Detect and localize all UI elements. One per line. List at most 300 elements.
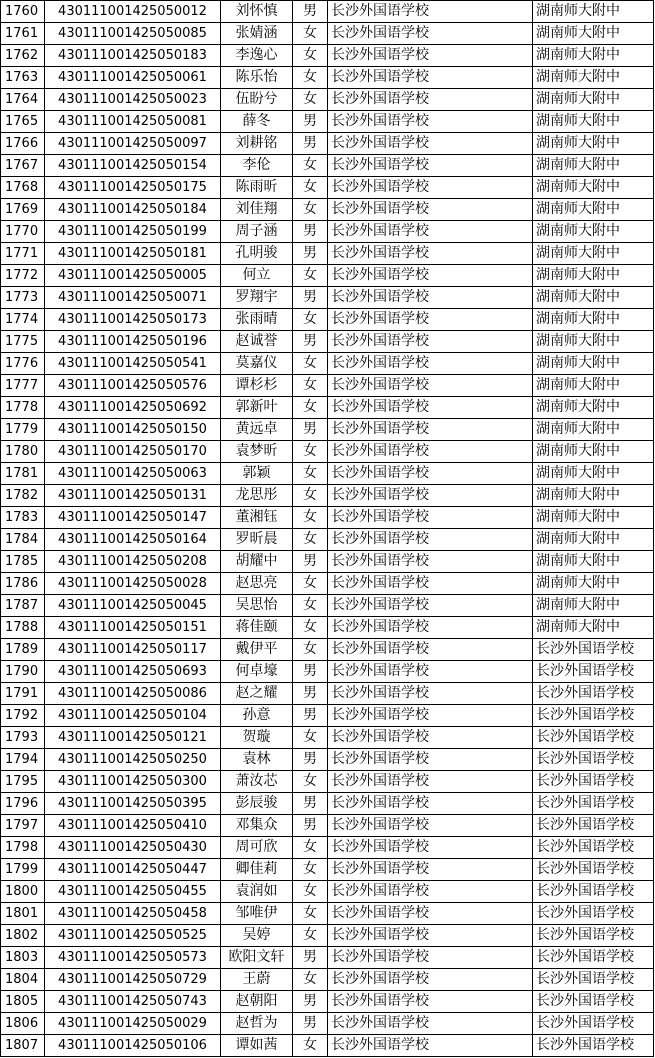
table-row [1,837,654,859]
table-row [1,375,654,397]
student-name-cell: 周可欣 [221,837,293,859]
graduating-school-cell: 长沙外国语学校 [328,815,533,837]
serial-number-cell: 1780 [1,441,45,463]
exam-id-cell: 430111001425050164 [45,529,221,551]
graduating-school-cell: 长沙外国语学校 [328,749,533,771]
admitted-school-cell: 湖南师大附中 [533,221,654,243]
gender-cell: 女 [293,529,328,551]
gender-cell: 女 [293,881,328,903]
table-row [1,705,654,727]
serial-number-cell: 1760 [1,1,45,23]
serial-number-cell: 1806 [1,1013,45,1035]
admitted-school-cell: 长沙外国语学校 [533,859,654,881]
admitted-school-cell: 湖南师大附中 [533,397,654,419]
student-name-cell: 卿佳莉 [221,859,293,881]
exam-id-cell: 430111001425050199 [45,221,221,243]
serial-number-cell: 1774 [1,309,45,331]
exam-id-cell: 430111001425050541 [45,353,221,375]
table-row [1,1013,654,1035]
exam-id-cell: 430111001425050063 [45,463,221,485]
admitted-school-cell: 湖南师大附中 [533,243,654,265]
exam-id-cell: 430111001425050029 [45,1013,221,1035]
gender-cell: 女 [293,89,328,111]
exam-id-cell: 430111001425050208 [45,551,221,573]
admitted-school-cell: 湖南师大附中 [533,463,654,485]
student-name-cell: 袁润如 [221,881,293,903]
admitted-school-cell: 长沙外国语学校 [533,771,654,793]
exam-id-cell: 430111001425050150 [45,419,221,441]
serial-number-cell: 1782 [1,485,45,507]
table-row [1,507,654,529]
exam-id-cell: 430111001425050005 [45,265,221,287]
exam-id-cell: 430111001425050573 [45,947,221,969]
graduating-school-cell: 长沙外国语学校 [328,1,533,23]
serial-number-cell: 1804 [1,969,45,991]
table-row [1,573,654,595]
admitted-school-cell: 长沙外国语学校 [533,749,654,771]
student-name-cell: 王蔚 [221,969,293,991]
gender-cell: 男 [293,749,328,771]
table-row [1,441,654,463]
serial-number-cell: 1794 [1,749,45,771]
gender-cell: 男 [293,947,328,969]
table-row [1,485,654,507]
table-row [1,617,654,639]
serial-number-cell: 1770 [1,221,45,243]
student-name-cell: 黄远卓 [221,419,293,441]
graduating-school-cell: 长沙外国语学校 [328,793,533,815]
graduating-school-cell: 长沙外国语学校 [328,507,533,529]
table-row [1,89,654,111]
admitted-school-cell: 湖南师大附中 [533,177,654,199]
exam-id-cell: 430111001425050395 [45,793,221,815]
graduating-school-cell: 长沙外国语学校 [328,881,533,903]
table-row [1,551,654,573]
exam-id-cell: 430111001425050525 [45,925,221,947]
admitted-school-cell: 长沙外国语学校 [533,903,654,925]
exam-id-cell: 430111001425050410 [45,815,221,837]
student-name-cell: 陈乐怡 [221,67,293,89]
serial-number-cell: 1785 [1,551,45,573]
admitted-school-cell: 湖南师大附中 [533,111,654,133]
gender-cell: 女 [293,925,328,947]
graduating-school-cell: 长沙外国语学校 [328,111,533,133]
table-row [1,881,654,903]
table-row [1,771,654,793]
admitted-school-cell: 长沙外国语学校 [533,991,654,1013]
exam-id-cell: 430111001425050693 [45,661,221,683]
admitted-school-cell: 长沙外国语学校 [533,1013,654,1035]
table-row [1,683,654,705]
gender-cell: 女 [293,903,328,925]
serial-number-cell: 1778 [1,397,45,419]
graduating-school-cell: 长沙外国语学校 [328,595,533,617]
serial-number-cell: 1807 [1,1035,45,1057]
serial-number-cell: 1775 [1,331,45,353]
graduating-school-cell: 长沙外国语学校 [328,661,533,683]
admitted-school-cell: 长沙外国语学校 [533,661,654,683]
gender-cell: 男 [293,133,328,155]
graduating-school-cell: 长沙外国语学校 [328,705,533,727]
admitted-school-cell: 湖南师大附中 [533,485,654,507]
serial-number-cell: 1792 [1,705,45,727]
graduating-school-cell: 长沙外国语学校 [328,529,533,551]
table-row [1,243,654,265]
gender-cell: 男 [293,111,328,133]
graduating-school-cell: 长沙外国语学校 [328,309,533,331]
exam-id-cell: 430111001425050012 [45,1,221,23]
graduating-school-cell: 长沙外国语学校 [328,727,533,749]
serial-number-cell: 1779 [1,419,45,441]
exam-id-cell: 430111001425050170 [45,441,221,463]
exam-id-cell: 430111001425050151 [45,617,221,639]
exam-id-cell: 430111001425050183 [45,45,221,67]
admitted-school-cell: 湖南师大附中 [533,331,654,353]
serial-number-cell: 1800 [1,881,45,903]
student-name-cell: 周子涵 [221,221,293,243]
table-row [1,639,654,661]
student-name-cell: 赵朝阳 [221,991,293,1013]
table-row [1,859,654,881]
serial-number-cell: 1799 [1,859,45,881]
admitted-school-cell: 湖南师大附中 [533,89,654,111]
serial-number-cell: 1772 [1,265,45,287]
admitted-school-cell: 湖南师大附中 [533,23,654,45]
graduating-school-cell: 长沙外国语学校 [328,617,533,639]
admitted-school-cell: 湖南师大附中 [533,265,654,287]
gender-cell: 女 [293,617,328,639]
table-row [1,331,654,353]
table-row [1,199,654,221]
graduating-school-cell: 长沙外国语学校 [328,331,533,353]
gender-cell: 女 [293,573,328,595]
student-name-cell: 刘怀慎 [221,1,293,23]
table-row [1,419,654,441]
exam-id-cell: 430111001425050045 [45,595,221,617]
serial-number-cell: 1784 [1,529,45,551]
gender-cell: 女 [293,67,328,89]
table-row [1,23,654,45]
gender-cell: 女 [293,265,328,287]
graduating-school-cell: 长沙外国语学校 [328,133,533,155]
serial-number-cell: 1803 [1,947,45,969]
exam-id-cell: 430111001425050196 [45,331,221,353]
serial-number-cell: 1766 [1,133,45,155]
graduating-school-cell: 长沙外国语学校 [328,199,533,221]
student-name-cell: 孔明骏 [221,243,293,265]
serial-number-cell: 1791 [1,683,45,705]
graduating-school-cell: 长沙外国语学校 [328,1035,533,1057]
graduating-school-cell: 长沙外国语学校 [328,639,533,661]
exam-id-cell: 430111001425050300 [45,771,221,793]
admitted-school-cell: 长沙外国语学校 [533,925,654,947]
exam-id-cell: 430111001425050458 [45,903,221,925]
table-row [1,67,654,89]
student-name-cell: 孙意 [221,705,293,727]
exam-id-cell: 430111001425050097 [45,133,221,155]
gender-cell: 女 [293,23,328,45]
gender-cell: 女 [293,155,328,177]
exam-id-cell: 430111001425050576 [45,375,221,397]
admitted-school-cell: 湖南师大附中 [533,573,654,595]
gender-cell: 女 [293,177,328,199]
student-name-cell: 赵思亮 [221,573,293,595]
gender-cell: 男 [293,419,328,441]
serial-number-cell: 1761 [1,23,45,45]
gender-cell: 男 [293,243,328,265]
gender-cell: 女 [293,45,328,67]
exam-id-cell: 430111001425050175 [45,177,221,199]
table-row [1,969,654,991]
student-name-cell: 吴婷 [221,925,293,947]
student-name-cell: 赵之耀 [221,683,293,705]
exam-id-cell: 430111001425050121 [45,727,221,749]
gender-cell: 女 [293,375,328,397]
table-row [1,595,654,617]
serial-number-cell: 1773 [1,287,45,309]
table-row [1,133,654,155]
gender-cell: 女 [293,485,328,507]
graduating-school-cell: 长沙外国语学校 [328,947,533,969]
admitted-school-cell: 湖南师大附中 [533,375,654,397]
exam-id-cell: 430111001425050061 [45,67,221,89]
gender-cell: 女 [293,727,328,749]
student-name-cell: 罗昕晨 [221,529,293,551]
admitted-school-cell: 湖南师大附中 [533,551,654,573]
graduating-school-cell: 长沙外国语学校 [328,837,533,859]
admitted-school-cell: 湖南师大附中 [533,67,654,89]
table-row [1,925,654,947]
admitted-school-cell: 湖南师大附中 [533,617,654,639]
admitted-school-cell: 湖南师大附中 [533,45,654,67]
gender-cell: 女 [293,595,328,617]
exam-id-cell: 430111001425050117 [45,639,221,661]
student-name-cell: 蒋佳颐 [221,617,293,639]
student-name-cell: 陈雨昕 [221,177,293,199]
graduating-school-cell: 长沙外国语学校 [328,485,533,507]
student-name-cell: 谭如茜 [221,1035,293,1057]
table-row [1,309,654,331]
table-row [1,221,654,243]
admitted-school-cell: 长沙外国语学校 [533,683,654,705]
serial-number-cell: 1796 [1,793,45,815]
exam-id-cell: 430111001425050085 [45,23,221,45]
serial-number-cell: 1797 [1,815,45,837]
graduating-school-cell: 长沙外国语学校 [328,683,533,705]
gender-cell: 男 [293,991,328,1013]
gender-cell: 男 [293,331,328,353]
graduating-school-cell: 长沙外国语学校 [328,45,533,67]
serial-number-cell: 1762 [1,45,45,67]
serial-number-cell: 1788 [1,617,45,639]
table-row [1,727,654,749]
admitted-school-cell: 湖南师大附中 [533,199,654,221]
admitted-school-cell: 湖南师大附中 [533,529,654,551]
graduating-school-cell: 长沙外国语学校 [328,23,533,45]
graduating-school-cell: 长沙外国语学校 [328,771,533,793]
student-name-cell: 张婧涵 [221,23,293,45]
exam-id-cell: 430111001425050154 [45,155,221,177]
exam-id-cell: 430111001425050071 [45,287,221,309]
serial-number-cell: 1787 [1,595,45,617]
exam-id-cell: 430111001425050023 [45,89,221,111]
student-name-cell: 薛冬 [221,111,293,133]
student-name-cell: 戴伊平 [221,639,293,661]
serial-number-cell: 1763 [1,67,45,89]
graduating-school-cell: 长沙外国语学校 [328,1013,533,1035]
serial-number-cell: 1798 [1,837,45,859]
graduating-school-cell: 长沙外国语学校 [328,375,533,397]
student-name-cell: 张雨晴 [221,309,293,331]
graduating-school-cell: 长沙外国语学校 [328,969,533,991]
table-row [1,111,654,133]
student-name-cell: 李逸心 [221,45,293,67]
serial-number-cell: 1769 [1,199,45,221]
admitted-school-cell: 长沙外国语学校 [533,969,654,991]
student-name-cell: 刘佳翔 [221,199,293,221]
gender-cell: 男 [293,661,328,683]
graduating-school-cell: 长沙外国语学校 [328,991,533,1013]
table-row [1,529,654,551]
student-name-cell: 郭新叶 [221,397,293,419]
admitted-school-cell: 长沙外国语学校 [533,837,654,859]
gender-cell: 女 [293,507,328,529]
graduating-school-cell: 长沙外国语学校 [328,573,533,595]
exam-id-cell: 430111001425050173 [45,309,221,331]
graduating-school-cell: 长沙外国语学校 [328,463,533,485]
graduating-school-cell: 长沙外国语学校 [328,67,533,89]
exam-id-cell: 430111001425050131 [45,485,221,507]
gender-cell: 女 [293,771,328,793]
student-name-cell: 罗翔宇 [221,287,293,309]
gender-cell: 女 [293,837,328,859]
gender-cell: 男 [293,815,328,837]
exam-id-cell: 430111001425050028 [45,573,221,595]
student-name-cell: 赵诚誉 [221,331,293,353]
student-name-cell: 胡耀中 [221,551,293,573]
serial-number-cell: 1795 [1,771,45,793]
graduating-school-cell: 长沙外国语学校 [328,353,533,375]
table-row [1,177,654,199]
gender-cell: 男 [293,551,328,573]
student-name-cell: 龙思彤 [221,485,293,507]
serial-number-cell: 1783 [1,507,45,529]
serial-number-cell: 1793 [1,727,45,749]
serial-number-cell: 1790 [1,661,45,683]
table-row [1,1035,654,1057]
admitted-school-cell: 长沙外国语学校 [533,881,654,903]
admitted-school-cell: 长沙外国语学校 [533,947,654,969]
gender-cell: 男 [293,1013,328,1035]
exam-id-cell: 430111001425050104 [45,705,221,727]
exam-id-cell: 430111001425050250 [45,749,221,771]
serial-number-cell: 1777 [1,375,45,397]
graduating-school-cell: 长沙外国语学校 [328,221,533,243]
graduating-school-cell: 长沙外国语学校 [328,177,533,199]
gender-cell: 女 [293,463,328,485]
gender-cell: 女 [293,969,328,991]
student-name-cell: 贺璇 [221,727,293,749]
student-name-cell: 何立 [221,265,293,287]
student-name-cell: 赵哲为 [221,1013,293,1035]
gender-cell: 男 [293,705,328,727]
admitted-school-cell: 长沙外国语学校 [533,793,654,815]
exam-id-cell: 430111001425050729 [45,969,221,991]
student-name-cell: 何卓壕 [221,661,293,683]
student-name-cell: 谭杉杉 [221,375,293,397]
exam-id-cell: 430111001425050430 [45,837,221,859]
admitted-school-cell: 长沙外国语学校 [533,705,654,727]
exam-id-cell: 430111001425050743 [45,991,221,1013]
student-name-cell: 彭辰骏 [221,793,293,815]
table-row [1,793,654,815]
serial-number-cell: 1768 [1,177,45,199]
graduating-school-cell: 长沙外国语学校 [328,551,533,573]
table-row [1,1,654,23]
table-body [1,1,654,1057]
admitted-school-cell: 湖南师大附中 [533,155,654,177]
graduating-school-cell: 长沙外国语学校 [328,89,533,111]
admitted-school-cell: 湖南师大附中 [533,419,654,441]
graduating-school-cell: 长沙外国语学校 [328,903,533,925]
gender-cell: 女 [293,353,328,375]
student-name-cell: 欧阳文轩 [221,947,293,969]
graduating-school-cell: 长沙外国语学校 [328,925,533,947]
gender-cell: 男 [293,683,328,705]
admitted-school-cell: 湖南师大附中 [533,287,654,309]
serial-number-cell: 1805 [1,991,45,1013]
exam-id-cell: 430111001425050106 [45,1035,221,1057]
gender-cell: 男 [293,221,328,243]
student-name-cell: 李伦 [221,155,293,177]
gender-cell: 女 [293,639,328,661]
gender-cell: 女 [293,309,328,331]
table-row [1,265,654,287]
admitted-school-cell: 湖南师大附中 [533,353,654,375]
serial-number-cell: 1771 [1,243,45,265]
student-name-cell: 刘耕铭 [221,133,293,155]
exam-id-cell: 430111001425050184 [45,199,221,221]
serial-number-cell: 1765 [1,111,45,133]
exam-id-cell: 430111001425050181 [45,243,221,265]
table-row [1,661,654,683]
admitted-school-cell: 湖南师大附中 [533,309,654,331]
exam-id-cell: 430111001425050086 [45,683,221,705]
table-row [1,353,654,375]
table-row [1,397,654,419]
serial-number-cell: 1764 [1,89,45,111]
student-name-cell: 邓集众 [221,815,293,837]
student-name-cell: 郭颖 [221,463,293,485]
gender-cell: 男 [293,1,328,23]
student-name-cell: 袁梦昕 [221,441,293,463]
student-name-cell: 萧汝芯 [221,771,293,793]
student-name-cell: 伍盼兮 [221,89,293,111]
table-row [1,463,654,485]
graduating-school-cell: 长沙外国语学校 [328,441,533,463]
serial-number-cell: 1802 [1,925,45,947]
gender-cell: 女 [293,199,328,221]
admitted-school-cell: 湖南师大附中 [533,1,654,23]
gender-cell: 男 [293,287,328,309]
gender-cell: 男 [293,793,328,815]
admitted-school-cell: 湖南师大附中 [533,441,654,463]
graduating-school-cell: 长沙外国语学校 [328,397,533,419]
serial-number-cell: 1776 [1,353,45,375]
table-row [1,155,654,177]
student-name-cell: 袁林 [221,749,293,771]
student-name-cell: 吴思怡 [221,595,293,617]
